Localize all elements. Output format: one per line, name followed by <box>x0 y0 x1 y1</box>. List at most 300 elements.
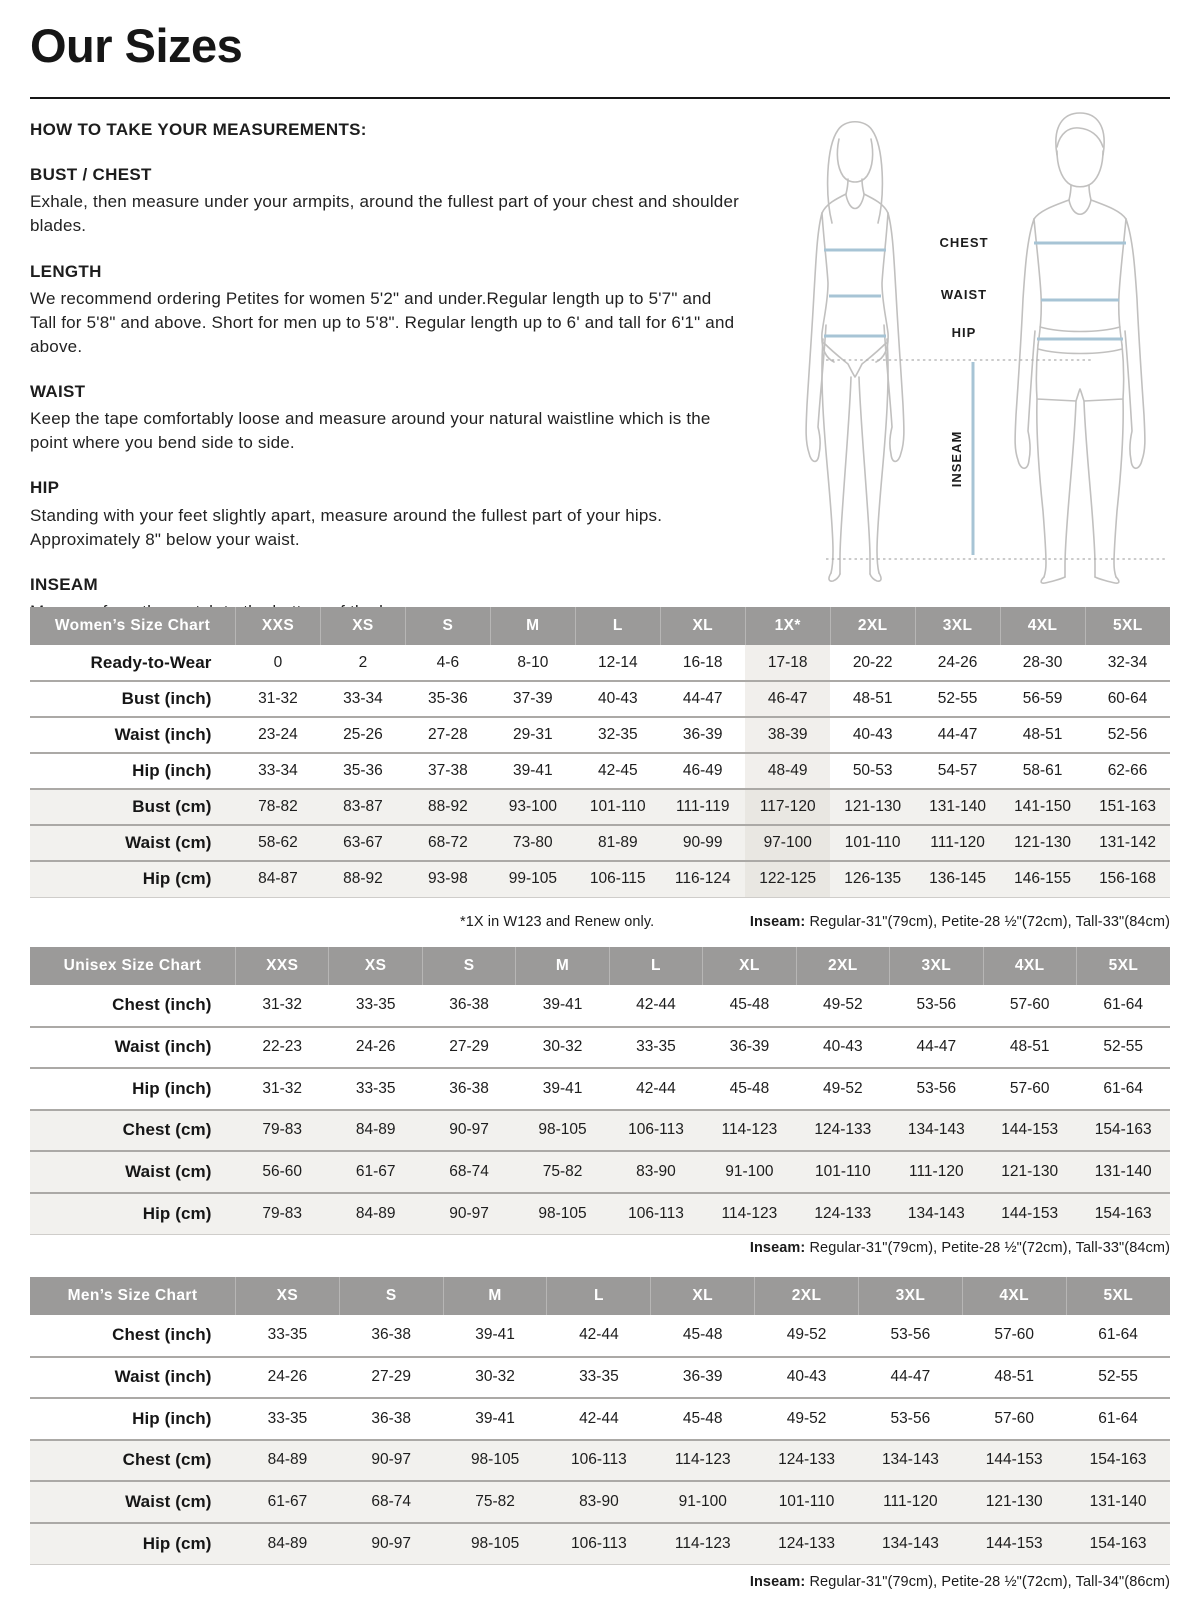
size-cell: 33-35 <box>355 1079 396 1097</box>
size-cell: 38-39 <box>745 717 830 753</box>
size-cell: 84-89 <box>329 1193 422 1235</box>
size-cell: 98-105 <box>443 1440 547 1482</box>
size-cell: 45-48 <box>682 1326 723 1344</box>
size-cell: 61-64 <box>1103 996 1144 1014</box>
size-cell: 48-49 <box>745 753 830 789</box>
table-row <box>30 789 1170 825</box>
size-column-header: 1X* <box>745 607 830 645</box>
size-cell: 56-59 <box>1022 690 1063 707</box>
size-cell: 106-113 <box>609 1193 702 1235</box>
section-title-hip: HIP <box>30 478 60 498</box>
size-cell: 52-55 <box>1098 1368 1138 1386</box>
size-cell: 116-124 <box>660 861 745 897</box>
size-column-header: L <box>575 607 660 645</box>
size-cell: 53-56 <box>890 1409 931 1427</box>
size-cell: 91-100 <box>703 1151 796 1193</box>
inseam-note-text: Regular-31"(79cm), Petite-28 ½"(72cm), Tall-34"(86cm) <box>805 1574 1170 1590</box>
size-column-header: XL <box>703 947 796 985</box>
size-cell: 136-145 <box>915 861 1000 897</box>
size-cell: 90-97 <box>339 1523 443 1565</box>
size-cell: 52-56 <box>1107 726 1148 743</box>
size-column-header: L <box>547 1277 651 1315</box>
section-body-bust-chest: Exhale, then measure under your armpits, around the fullest part of your chest and shoulder blades. <box>30 192 739 236</box>
size-cell: 30-32 <box>542 1038 583 1056</box>
size-cell: 39-41 <box>513 762 553 779</box>
row-label: Ready-to-Wear <box>90 652 212 672</box>
size-column-header: 3XL <box>890 947 983 985</box>
header-row <box>30 1277 1170 1315</box>
size-column-header: XL <box>651 1277 755 1315</box>
table-row <box>30 1398 1170 1440</box>
inseam-note-text: Regular-31"(79cm), Petite-28 ½"(72cm), Tall-33"(84cm) <box>805 1240 1170 1256</box>
section-title-inseam: INSEAM <box>30 574 98 594</box>
womens-1x-note: *1X in W123 and Renew only. <box>460 914 655 930</box>
size-cell: 68-74 <box>422 1151 515 1193</box>
size-cell: 141-150 <box>1000 789 1085 825</box>
size-cell: 46-47 <box>745 681 830 717</box>
size-cell: 58-61 <box>1022 762 1063 779</box>
table-row <box>30 1110 1170 1152</box>
inseam-note-label: Inseam: <box>749 1574 806 1590</box>
size-cell: 90-97 <box>422 1110 515 1152</box>
size-cell: 35-36 <box>428 690 468 707</box>
size-cell: 39-41 <box>542 1079 583 1097</box>
table-title: Men’s Size Chart <box>30 1277 236 1315</box>
size-cell: 124-133 <box>796 1193 889 1235</box>
row-label: Hip (inch) <box>132 1078 212 1098</box>
inseam-note-text: Regular-31"(79cm), Petite-28 ½"(72cm), Tall-33"(84cm) <box>805 914 1170 930</box>
size-cell: 79-83 <box>236 1193 329 1235</box>
size-cell: 57-60 <box>994 1409 1035 1427</box>
size-cell: 106-113 <box>547 1523 651 1565</box>
size-cell: 40-43 <box>852 726 893 743</box>
size-column-header: 5XL <box>1066 1277 1170 1315</box>
row-label: Hip (cm) <box>30 861 236 897</box>
size-cell: 60-64 <box>1107 690 1148 707</box>
table-row <box>30 1357 1170 1399</box>
size-cell: 54-57 <box>937 762 978 779</box>
header-row <box>30 607 1170 645</box>
size-cell: 48-51 <box>1009 1038 1050 1056</box>
table-row <box>30 1151 1170 1193</box>
row-label: Bust (inch) <box>121 689 212 708</box>
size-cell: 121-130 <box>962 1481 1066 1523</box>
size-cell: 124-133 <box>755 1523 859 1565</box>
table-title: Women’s Size Chart <box>30 607 236 645</box>
instructions-heading: HOW TO TAKE YOUR MEASUREMENTS: <box>30 120 367 139</box>
size-cell: 101-110 <box>830 825 915 861</box>
inseam-label: INSEAM <box>949 430 964 488</box>
size-column-header: M <box>516 947 609 985</box>
page-title: Our Sizes <box>30 19 243 72</box>
size-cell: 154-163 <box>1066 1523 1170 1565</box>
size-column-header: 3XL <box>858 1277 962 1315</box>
size-column-header: S <box>422 947 515 985</box>
size-cell: 154-163 <box>1076 1193 1170 1235</box>
inseam-note-label: Inseam: <box>749 1240 806 1256</box>
size-cell: 36-39 <box>729 1038 770 1056</box>
size-cell: 48-51 <box>994 1368 1035 1386</box>
size-cell: 151-163 <box>1085 789 1170 825</box>
size-column-header: S <box>405 607 490 645</box>
size-cell: 106-115 <box>575 861 660 897</box>
section-body-waist: Keep the tape comfortably loose and measure around your natural waistline which is the point where you bend side to side. <box>30 409 711 453</box>
size-cell: 36-38 <box>449 996 489 1014</box>
size-cell: 42-44 <box>636 996 676 1014</box>
size-cell: 111-119 <box>660 789 745 825</box>
size-cell: 84-89 <box>329 1110 422 1152</box>
size-cell: 156-168 <box>1085 861 1170 897</box>
size-cell: 40-43 <box>823 1038 863 1056</box>
size-cell: 98-105 <box>443 1523 547 1565</box>
size-cell: 84-89 <box>236 1523 340 1565</box>
row-label: Waist (cm) <box>30 1481 236 1523</box>
size-cell: 49-52 <box>823 996 863 1014</box>
row-label: Chest (inch) <box>112 995 212 1015</box>
row-label: Bust (cm) <box>30 789 236 825</box>
size-cell: 114-123 <box>703 1193 796 1235</box>
size-column-header: 2XL <box>755 1277 859 1315</box>
size-cell: 98-105 <box>516 1110 609 1152</box>
unisex-table-footnote <box>30 1240 1170 1256</box>
size-cell: 131-142 <box>1085 825 1170 861</box>
size-cell: 57-60 <box>1009 1079 1050 1097</box>
table-title: Unisex Size Chart <box>30 947 236 985</box>
size-cell: 61-64 <box>1103 1079 1144 1097</box>
size-cell: 49-52 <box>786 1409 827 1427</box>
table-row <box>30 1068 1170 1110</box>
size-cell: 39-41 <box>475 1409 515 1427</box>
table-row <box>30 985 1170 1027</box>
size-column-header: XS <box>236 1277 340 1315</box>
size-cell: 0 <box>273 653 283 671</box>
title-divider <box>30 97 1170 99</box>
table-row <box>30 753 1170 789</box>
size-cell: 35-36 <box>343 762 383 779</box>
row-label: Waist (inch) <box>114 1037 212 1057</box>
size-cell: 124-133 <box>755 1440 859 1482</box>
size-cell: 68-72 <box>405 825 490 861</box>
section-title-length: LENGTH <box>30 261 102 281</box>
size-cell: 90-99 <box>660 825 745 861</box>
size-cell: 61-67 <box>329 1151 422 1193</box>
size-cell: 37-39 <box>513 690 553 707</box>
size-cell: 131-140 <box>1066 1481 1170 1523</box>
size-cell: 33-35 <box>267 1326 308 1344</box>
size-cell: 33-35 <box>355 996 396 1014</box>
size-cell: 90-97 <box>422 1193 515 1235</box>
mens-size-chart-table <box>30 1277 1170 1565</box>
row-label: Hip (cm) <box>30 1193 236 1235</box>
size-cell: 31-32 <box>262 996 303 1014</box>
size-cell: 33-35 <box>267 1409 308 1427</box>
female-figure-outline <box>806 122 904 581</box>
size-cell: 33-35 <box>636 1038 676 1056</box>
size-cell: 144-153 <box>983 1110 1076 1152</box>
size-cell: 81-89 <box>575 825 660 861</box>
size-cell: 23-24 <box>258 726 298 743</box>
size-cell: 83-90 <box>547 1481 651 1523</box>
size-cell: 88-92 <box>320 861 405 897</box>
row-label: Hip (cm) <box>30 1523 236 1565</box>
size-cell: 114-123 <box>651 1523 755 1565</box>
table-row <box>30 1315 1170 1357</box>
size-cell: 122-125 <box>745 861 830 897</box>
size-cell: 40-43 <box>597 690 638 707</box>
size-cell: 31-32 <box>262 1079 303 1097</box>
size-cell: 16-18 <box>682 653 723 671</box>
size-cell: 36-39 <box>682 726 723 743</box>
size-cell: 45-48 <box>729 996 770 1014</box>
section-body-length: We recommend ordering Petites for women 5'2" and under.Regular length up to 5'7" and Tall for 5'8" and above. Short for men up to 5'8". Regular length up to 6' and tall for 6'1" and above. <box>30 288 735 356</box>
measurement-diagram <box>780 103 1175 590</box>
size-cell: 106-113 <box>547 1440 651 1482</box>
size-cell: 27-29 <box>449 1038 489 1056</box>
size-cell: 93-100 <box>490 789 575 825</box>
size-cell: 106-113 <box>609 1110 702 1152</box>
size-cell: 134-143 <box>858 1523 962 1565</box>
row-label: Hip (inch) <box>132 1408 212 1428</box>
size-cell: 101-110 <box>755 1481 859 1523</box>
size-cell: 73-80 <box>490 825 575 861</box>
size-cell: 146-155 <box>1000 861 1085 897</box>
size-cell: 8-10 <box>517 653 549 671</box>
table-row <box>30 1027 1170 1069</box>
size-cell: 33-35 <box>579 1368 619 1386</box>
size-cell: 99-105 <box>490 861 575 897</box>
table-row <box>30 861 1170 897</box>
size-column-header: XXS <box>236 607 321 645</box>
row-label: Chest (cm) <box>30 1110 236 1152</box>
size-cell: 42-44 <box>636 1079 676 1097</box>
size-cell: 33-34 <box>343 690 383 707</box>
table-row <box>30 1440 1170 1482</box>
size-cell: 111-120 <box>858 1481 962 1523</box>
size-cell: 121-130 <box>983 1151 1076 1193</box>
size-cell: 62-66 <box>1107 762 1148 779</box>
mens-inseam-note <box>750 1574 1170 1590</box>
size-cell: 61-64 <box>1098 1409 1138 1427</box>
table-row <box>30 645 1170 681</box>
size-cell: 124-133 <box>796 1110 889 1152</box>
size-cell: 57-60 <box>1009 996 1050 1014</box>
measurement-instructions <box>30 118 742 624</box>
size-cell: 39-41 <box>475 1326 515 1344</box>
size-cell: 114-123 <box>651 1440 755 1482</box>
size-cell: 52-55 <box>1103 1038 1144 1056</box>
size-cell: 144-153 <box>983 1193 1076 1235</box>
male-figure-outline <box>1015 113 1145 583</box>
size-cell: 42-44 <box>579 1409 619 1427</box>
unisex-size-chart-table <box>30 947 1170 1235</box>
size-cell: 36-38 <box>371 1409 412 1427</box>
womens-table-footnote <box>30 914 1170 930</box>
size-cell: 134-143 <box>890 1110 983 1152</box>
table-row <box>30 681 1170 717</box>
size-column-header: 4XL <box>983 947 1076 985</box>
row-label: Waist (cm) <box>30 825 236 861</box>
size-column-header: XS <box>320 607 405 645</box>
size-cell: 44-47 <box>916 1038 957 1056</box>
size-cell: 40-43 <box>786 1368 827 1386</box>
size-cell: 111-120 <box>915 825 1000 861</box>
inseam-note-label: Inseam: <box>749 914 806 930</box>
size-cell: 144-153 <box>962 1440 1066 1482</box>
size-cell: 131-140 <box>915 789 1000 825</box>
table-row <box>30 1481 1170 1523</box>
size-cell: 63-67 <box>320 825 405 861</box>
size-cell: 84-87 <box>236 861 321 897</box>
size-cell: 24-26 <box>355 1038 396 1056</box>
size-cell: 48-51 <box>1022 726 1063 743</box>
table-row <box>30 717 1170 753</box>
size-cell: 98-105 <box>516 1193 609 1235</box>
womens-size-chart-table <box>30 607 1170 898</box>
size-cell: 12-14 <box>597 653 638 671</box>
size-cell: 101-110 <box>796 1151 889 1193</box>
size-cell: 32-35 <box>597 726 638 743</box>
size-cell: 36-38 <box>371 1326 412 1344</box>
size-cell: 75-82 <box>443 1481 547 1523</box>
size-cell: 28-30 <box>1022 653 1063 671</box>
size-cell: 45-48 <box>682 1409 723 1427</box>
row-label: Chest (cm) <box>30 1440 236 1482</box>
unisex-inseam-note <box>750 1240 1170 1256</box>
size-column-header: M <box>490 607 575 645</box>
size-column-header: S <box>339 1277 443 1315</box>
row-label: Hip (inch) <box>132 761 212 780</box>
table-row <box>30 1523 1170 1565</box>
table-row <box>30 1193 1170 1235</box>
size-cell: 61-67 <box>236 1481 340 1523</box>
size-column-header: 3XL <box>915 607 1000 645</box>
size-cell: 111-120 <box>890 1151 983 1193</box>
size-column-header: 4XL <box>962 1277 1066 1315</box>
size-cell: 31-32 <box>258 690 298 707</box>
size-cell: 154-163 <box>1076 1110 1170 1152</box>
size-column-header: XS <box>329 947 422 985</box>
size-cell: 29-31 <box>513 726 553 743</box>
waist-label: WAIST <box>940 287 988 302</box>
size-column-header: XXS <box>236 947 329 985</box>
row-label: Waist (inch) <box>114 725 212 744</box>
section-body-hip: Standing with your feet slightly apart, measure around the fullest part of your hips. Approximately 8" below your waist. <box>30 505 663 549</box>
size-cell: 90-97 <box>339 1440 443 1482</box>
size-cell: 32-34 <box>1107 653 1148 671</box>
size-cell: 78-82 <box>236 789 321 825</box>
size-cell: 134-143 <box>890 1193 983 1235</box>
size-cell: 53-56 <box>890 1326 931 1344</box>
row-label: Waist (cm) <box>30 1151 236 1193</box>
size-cell: 93-98 <box>405 861 490 897</box>
row-label: Chest (inch) <box>112 1325 212 1345</box>
size-cell: 79-83 <box>236 1110 329 1152</box>
size-cell: 101-110 <box>575 789 660 825</box>
size-cell: 114-123 <box>703 1110 796 1152</box>
size-cell: 57-60 <box>994 1326 1035 1344</box>
size-cell: 121-130 <box>830 789 915 825</box>
size-cell: 131-140 <box>1076 1151 1170 1193</box>
size-cell: 45-48 <box>729 1079 770 1097</box>
size-cell: 20-22 <box>852 653 893 671</box>
size-cell: 39-41 <box>542 996 583 1014</box>
size-cell: 52-55 <box>937 690 978 707</box>
size-cell: 53-56 <box>916 1079 957 1097</box>
size-cell: 44-47 <box>682 690 723 707</box>
size-cell: 33-34 <box>258 762 298 779</box>
size-cell: 27-29 <box>371 1368 412 1386</box>
size-cell: 49-52 <box>786 1326 827 1344</box>
size-cell: 25-26 <box>343 726 383 743</box>
size-cell: 2 <box>358 653 368 671</box>
size-cell: 17-18 <box>745 645 830 681</box>
size-cell: 61-64 <box>1098 1326 1138 1344</box>
size-cell: 4-6 <box>436 653 460 671</box>
table-row <box>30 825 1170 861</box>
size-cell: 134-143 <box>858 1440 962 1482</box>
size-column-header: 2XL <box>830 607 915 645</box>
row-label: Waist (inch) <box>114 1367 212 1387</box>
size-cell: 49-52 <box>823 1079 863 1097</box>
size-cell: 30-32 <box>475 1368 515 1386</box>
size-cell: 22-23 <box>262 1038 303 1056</box>
size-cell: 42-44 <box>579 1326 619 1344</box>
womens-inseam-note <box>750 914 1170 930</box>
size-cell: 91-100 <box>651 1481 755 1523</box>
size-column-header: 5XL <box>1076 947 1170 985</box>
size-column-header: 4XL <box>1000 607 1085 645</box>
size-cell: 75-82 <box>516 1151 609 1193</box>
size-cell: 56-60 <box>236 1151 329 1193</box>
section-title-bust-chest: BUST / CHEST <box>30 165 152 185</box>
chest-label: CHEST <box>939 235 989 250</box>
size-cell: 117-120 <box>745 789 830 825</box>
size-cell: 44-47 <box>890 1368 931 1386</box>
size-cell: 27-28 <box>428 726 468 743</box>
size-cell: 126-135 <box>830 861 915 897</box>
size-cell: 53-56 <box>916 996 957 1014</box>
size-cell: 36-38 <box>449 1079 489 1097</box>
section-title-waist: WAIST <box>30 382 86 401</box>
size-cell: 68-74 <box>339 1481 443 1523</box>
size-column-header: 5XL <box>1085 607 1170 645</box>
size-cell: 83-87 <box>320 789 405 825</box>
size-cell: 121-130 <box>1000 825 1085 861</box>
size-cell: 36-39 <box>682 1368 723 1386</box>
size-cell: 88-92 <box>405 789 490 825</box>
mens-table-footnote <box>30 1574 1170 1590</box>
size-cell: 24-26 <box>267 1368 308 1386</box>
size-cell: 42-45 <box>597 762 638 779</box>
hip-label: HIP <box>951 325 977 340</box>
header-row <box>30 947 1170 985</box>
size-cell: 97-100 <box>745 825 830 861</box>
size-cell: 46-49 <box>682 762 723 779</box>
size-cell: 44-47 <box>937 726 978 743</box>
size-cell: 144-153 <box>962 1523 1066 1565</box>
size-cell: 50-53 <box>852 762 893 779</box>
size-cell: 48-51 <box>852 690 893 707</box>
size-cell: 83-90 <box>609 1151 702 1193</box>
size-cell: 84-89 <box>236 1440 340 1482</box>
size-column-header: 2XL <box>796 947 889 985</box>
size-cell: 24-26 <box>937 653 978 671</box>
size-cell: 58-62 <box>236 825 321 861</box>
size-column-header: XL <box>660 607 745 645</box>
size-column-header: M <box>443 1277 547 1315</box>
size-cell: 37-38 <box>428 762 468 779</box>
size-cell: 154-163 <box>1066 1440 1170 1482</box>
